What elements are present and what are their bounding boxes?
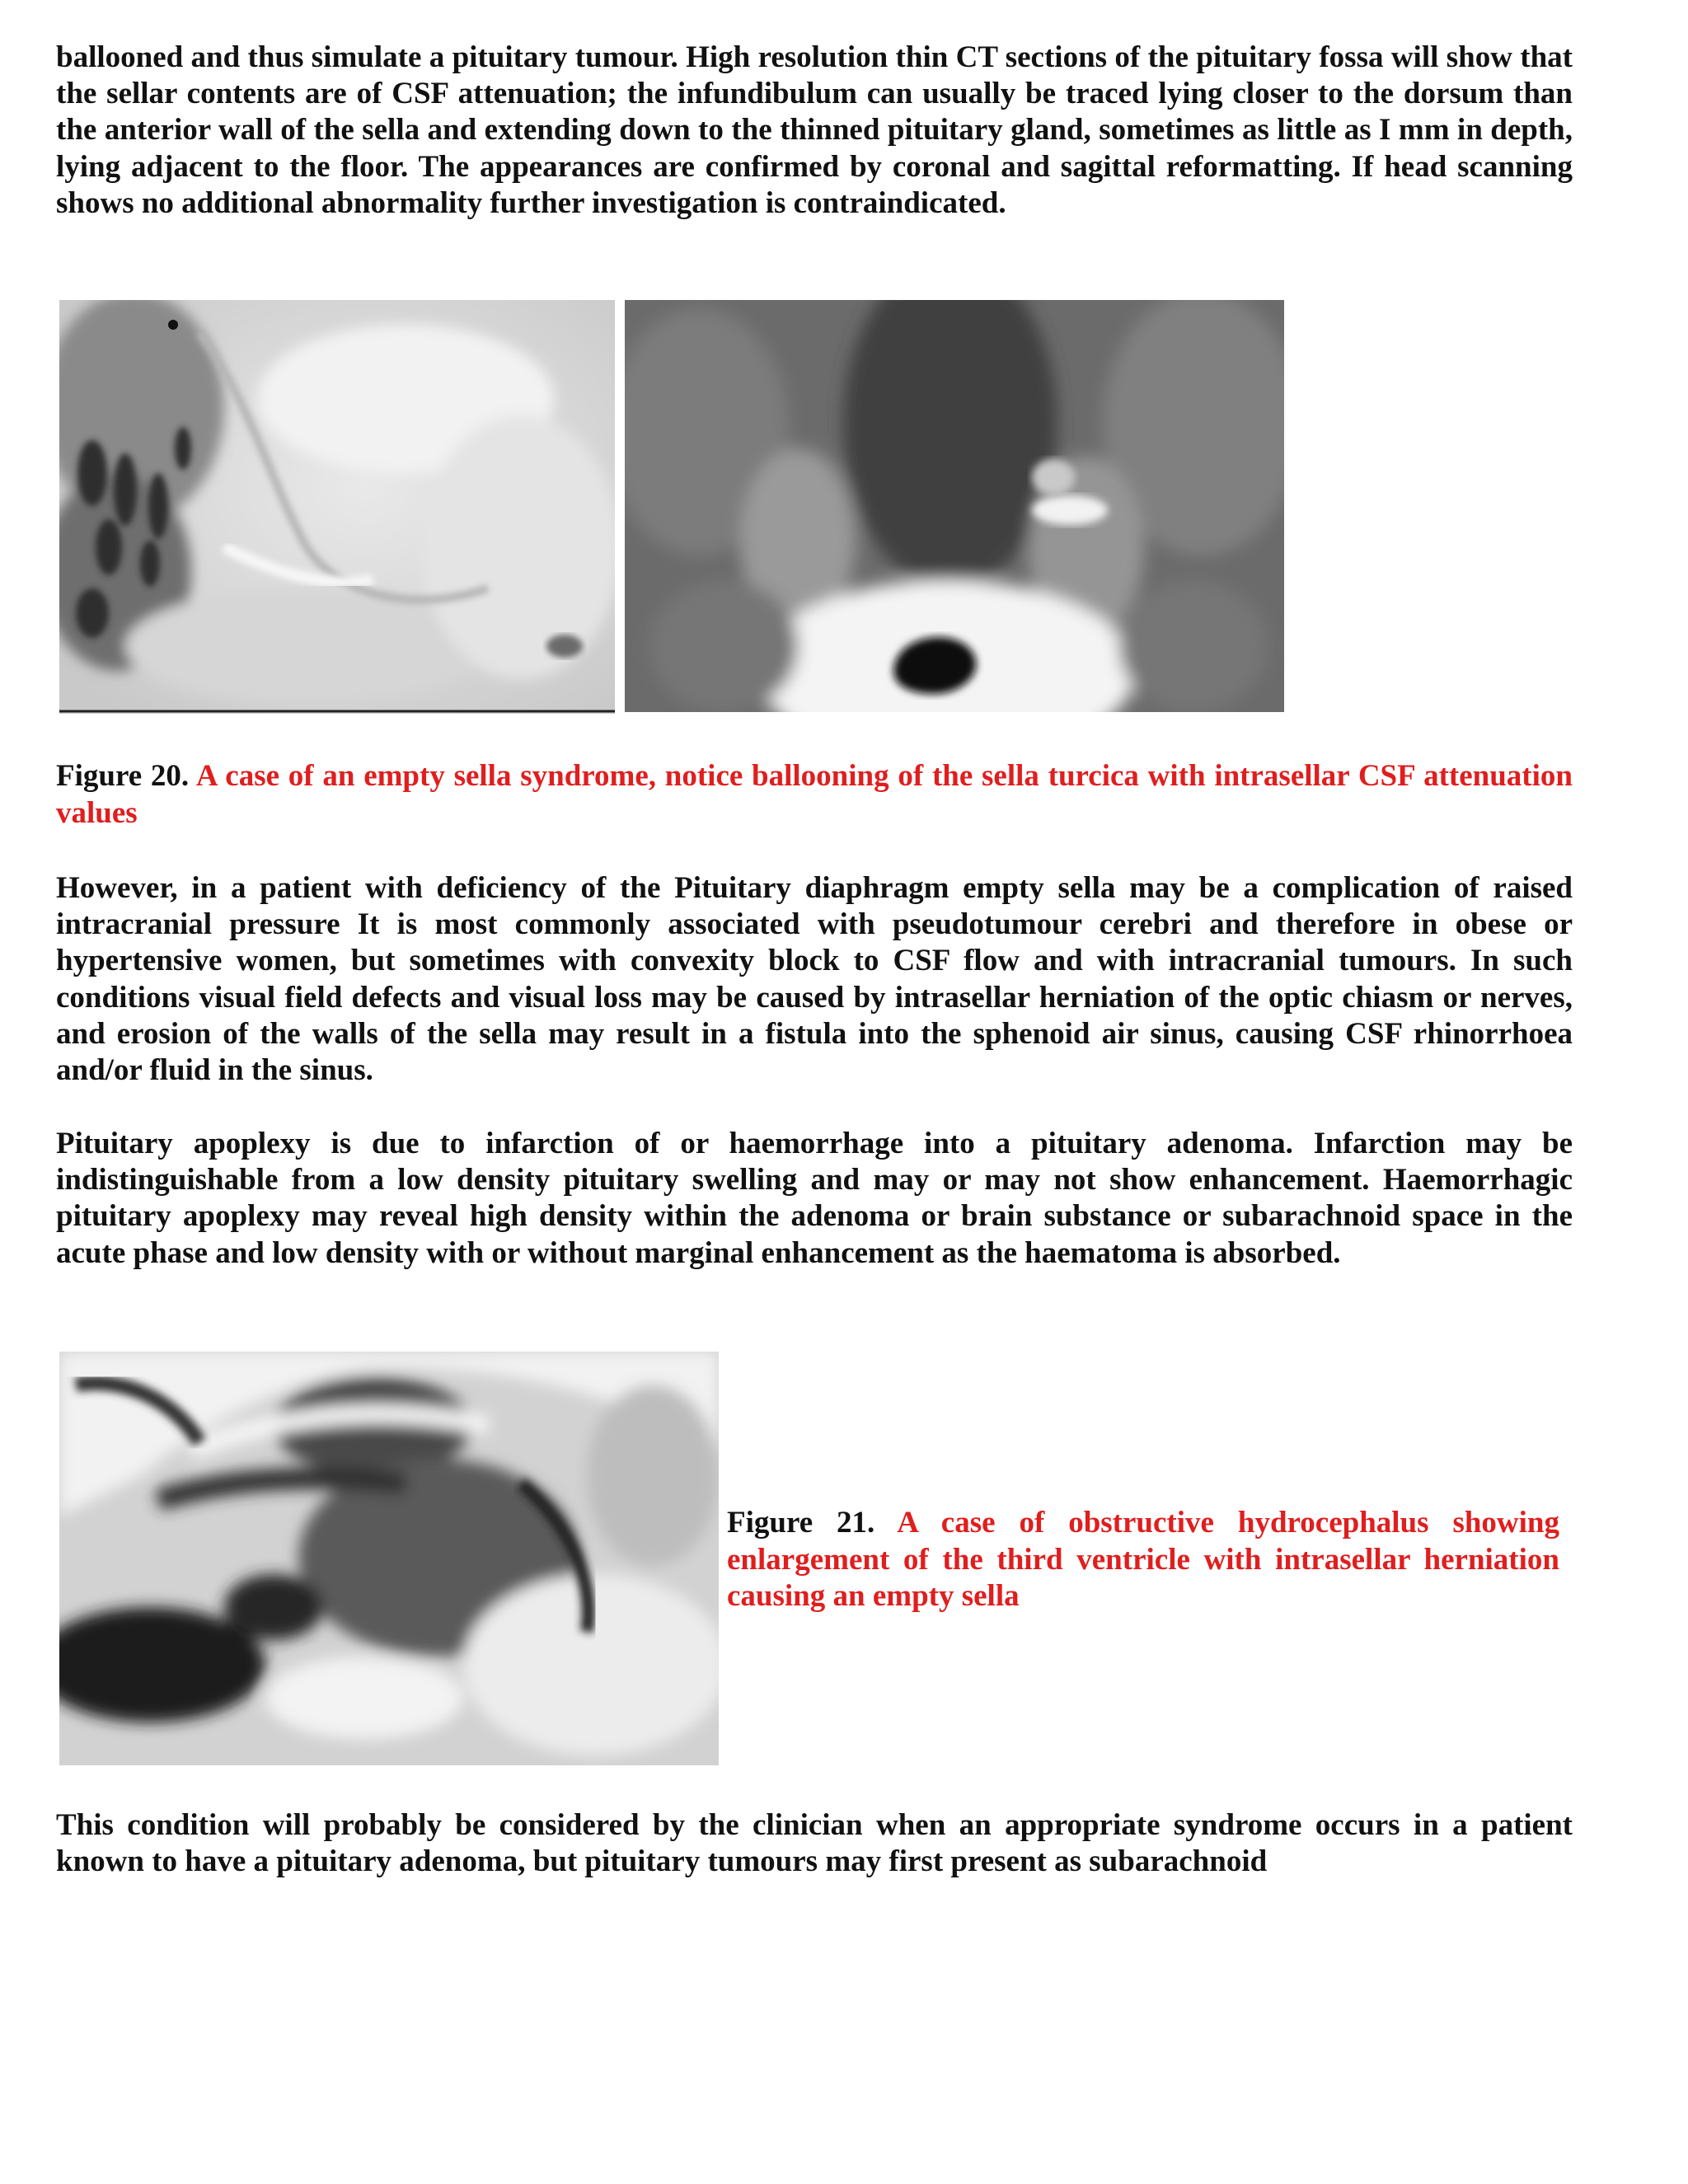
figure-20-caption-text: A case of an empty sella syndrome, notice ballooning of the sella turcica with intrasellar CSF attenuation values	[56, 759, 1573, 830]
paragraph-empty-sella-ct: ballooned and thus simulate a pituitary tumour. High resolution thin CT sections of the pituitary fossa will show that the sellar contents are of CSF attenuation; the infundibulum can usually be traced lying closer to the dorsum than the anterior wall of the sella and extending down to the thinned pituitary gland, sometimes as little as I mm in depth, lying adjacent to the floor. The appearances are confirmed by coronal and sagittal reformatting. If head scanning shows no additional abnormality further investigation is contraindicated.	[56, 40, 1573, 220]
figure-21-sagittal-mri	[59, 1352, 719, 1765]
figure-21-label: Figure 21.	[727, 1506, 875, 1540]
paragraph-clinical-presentation: This condition will probably be considered by the clinician when an appropriate syndrome occurs in a patient known to have a pituitary adenoma, but pituitary tumours may first present as subarachnoid	[56, 1808, 1573, 1879]
figure-21-caption	[727, 1505, 1559, 1615]
figure-20-coronal-ct	[625, 300, 1284, 712]
figure-20-lateral-radiograph	[59, 300, 615, 714]
figure-21-caption-text: A case of obstructive hydrocephalus showing enlargement of the third ventricle with intrasellar herniation causing an empty sella	[727, 1506, 1559, 1613]
paragraph-pituitary-apoplexy: Pituitary apoplexy is due to infarction of or haemorrhage into a pituitary adenoma. Infarction may be indistinguishable from a low density pituitary swelling and may or may not show enhancement. Haemorrhagic pituitary apoplexy may reveal high density within the adenoma or brain substance or subarachnoid space in the acute phase and low density with or without marginal enhancement as the haematoma is absorbed.	[56, 1127, 1573, 1270]
paragraph-raised-icp: However, in a patient with deficiency of the Pituitary diaphragm empty sella may be a complication of raised intracranial pressure It is most commonly associated with pseudotumour cerebri and therefore in obese or hypertensive women, but sometimes with convexity block to CSF flow and with intracranial tumours. In such conditions visual field defects and visual loss may be caused by intrasellar herniation of the optic chiasm or nerves, and erosion of the walls of the sella may result in a fistula into the sphenoid air sinus, causing CSF rhinorrhoea and/or fluid in the sinus.	[56, 871, 1573, 1088]
figure-20-caption	[56, 758, 1573, 832]
figure-20-label: Figure 20.	[56, 759, 190, 793]
